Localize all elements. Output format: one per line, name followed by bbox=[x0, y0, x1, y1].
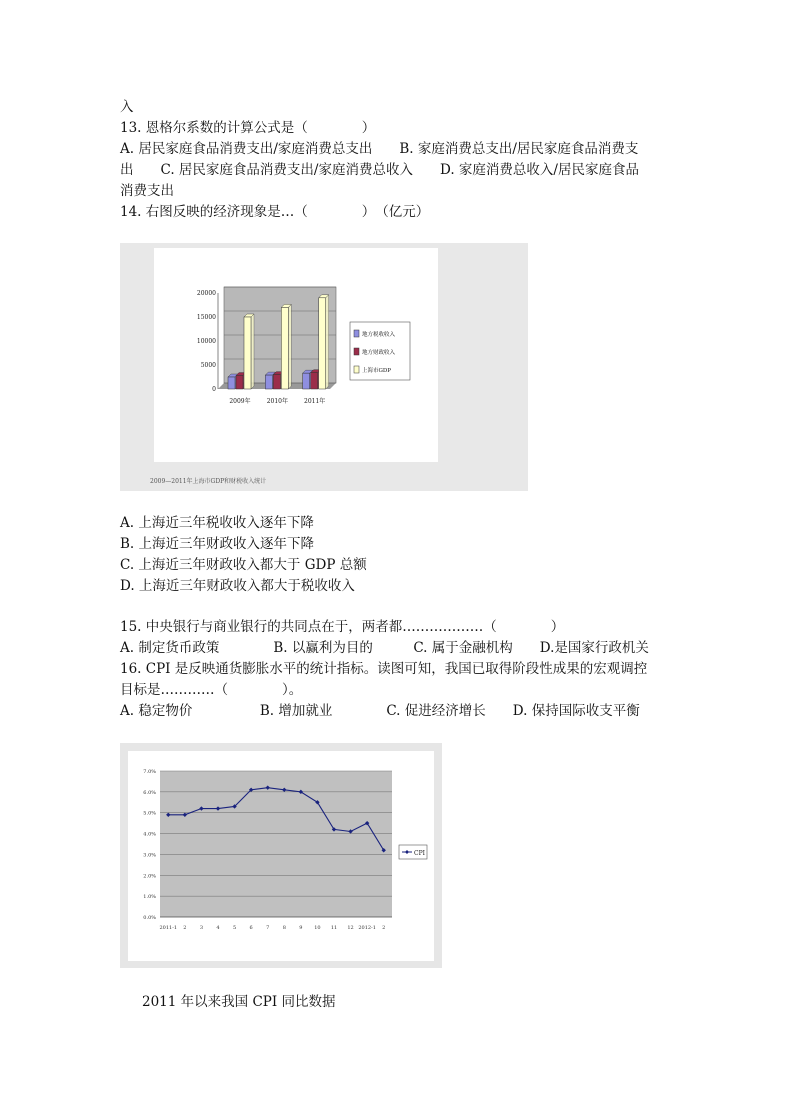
question-14-option-c: C. 上海近三年财政收入都大于 GDP 总额 bbox=[120, 557, 367, 573]
x-tick-label: 5 bbox=[232, 925, 237, 931]
x-tick-label: 10 bbox=[314, 925, 321, 931]
x-tick-label: 2 bbox=[183, 925, 187, 931]
question-13-options: 消费支出 bbox=[120, 183, 174, 199]
question-13-options: A. 居民家庭食品消费支出/家庭消费总支出 B. 家庭消费总支出/居民家庭食品消费支 bbox=[120, 141, 639, 157]
bar-side bbox=[251, 314, 254, 389]
bar bbox=[265, 375, 272, 389]
bar bbox=[228, 377, 235, 389]
gdp-bar-chart-figure bbox=[120, 243, 528, 491]
bar bbox=[244, 317, 251, 389]
bar bbox=[273, 375, 280, 389]
bar bbox=[319, 298, 326, 389]
legend-swatch bbox=[354, 348, 359, 355]
x-tick-label: 8 bbox=[282, 925, 286, 931]
question-14-option-b: B. 上海近三年财政收入逐年下降 bbox=[120, 536, 315, 552]
bar-side bbox=[288, 304, 291, 389]
text-line: 入 bbox=[120, 99, 134, 115]
question-16: 16. CPI 是反映通货膨胀水平的统计指标。读图可知，我国已取得阶段性成果的宏观调控 bbox=[120, 661, 648, 677]
bar-side bbox=[326, 295, 329, 389]
question-16: 目标是…………（ ）。 bbox=[120, 682, 303, 698]
y-tick-label: 0.0% bbox=[143, 915, 156, 921]
legend-swatch bbox=[354, 330, 359, 337]
y-tick-label: 7.0% bbox=[143, 769, 156, 775]
question-16-options: A. 稳定物价 B. 增加就业 C. 促进经济增长 D. 保持国际收支平衡 bbox=[120, 703, 640, 719]
x-tick-label: 2009年 bbox=[229, 398, 251, 405]
bar bbox=[281, 307, 288, 389]
y-tick-label: 5.0% bbox=[143, 810, 156, 817]
legend-label: 地方财政收入 bbox=[362, 350, 396, 356]
x-tick-label: 4 bbox=[216, 925, 220, 931]
question-14-option-a: A. 上海近三年税收收入逐年下降 bbox=[120, 515, 314, 531]
question-13: 13. 恩格尔系数的计算公式是（ ） bbox=[120, 120, 376, 136]
y-tick-label: 15000 bbox=[196, 314, 216, 321]
question-14: 14. 右图反映的经济现象是…（ ） （亿元） bbox=[120, 204, 430, 220]
figure-caption: 2011 年以来我国 CPI 同比数据 bbox=[142, 994, 336, 1010]
x-tick-label: 11 bbox=[330, 925, 338, 931]
plot-background bbox=[160, 771, 392, 917]
x-tick-label: 2012-1 bbox=[358, 925, 376, 931]
legend-swatch bbox=[354, 366, 359, 373]
y-tick-label: 6.0% bbox=[143, 789, 156, 796]
x-tick-label: 2010年 bbox=[266, 398, 288, 405]
bar bbox=[236, 376, 243, 389]
y-tick-label: 4.0% bbox=[143, 831, 156, 838]
y-tick-label: 10000 bbox=[196, 338, 216, 345]
gdp-bar-chart bbox=[154, 248, 438, 462]
x-tick-label: 6 bbox=[249, 925, 253, 931]
question-14-option-d: D. 上海近三年财政收入都大于税收收入 bbox=[120, 578, 355, 594]
legend-label: CPI bbox=[414, 850, 425, 857]
y-tick-label: 5000 bbox=[200, 362, 216, 369]
x-tick-label: 2011年 bbox=[304, 398, 326, 405]
legend-label: 上海市GDP bbox=[362, 368, 392, 374]
y-tick-label: 3.0% bbox=[143, 852, 156, 859]
figure-caption: 2009—2011年上海市GDP和财税收入统计 bbox=[150, 478, 267, 485]
bar bbox=[311, 373, 318, 389]
x-tick-label: 2011-1 bbox=[159, 925, 178, 931]
question-15: 15. 中央银行与商业银行的共同点在于，两者都………………（ ） bbox=[120, 619, 565, 635]
question-13-options: 出 C. 居民家庭食品消费支出/家庭消费总收入 D. 家庭消费总收入/居民家庭食品 bbox=[120, 162, 639, 178]
question-15-options: A. 制定货币政策 B. 以赢利为目的 C. 属于金融机构 D.是国家行政机关 bbox=[120, 640, 649, 656]
x-tick-label: 9 bbox=[299, 925, 303, 931]
x-tick-label: 12 bbox=[347, 925, 354, 931]
cpi-line-chart bbox=[128, 751, 434, 961]
cpi-line-chart-figure bbox=[120, 743, 442, 968]
legend-label: 地方税收收入 bbox=[362, 332, 396, 338]
y-tick-label: 0 bbox=[212, 386, 216, 393]
y-tick-label: 2.0% bbox=[143, 873, 156, 880]
y-tick-label: 20000 bbox=[196, 290, 216, 297]
x-tick-label: 7 bbox=[266, 925, 270, 931]
y-tick-label: 1.0% bbox=[143, 894, 156, 901]
x-tick-label: 2 bbox=[382, 925, 386, 931]
x-tick-label: 3 bbox=[199, 925, 204, 931]
bar bbox=[303, 373, 310, 389]
